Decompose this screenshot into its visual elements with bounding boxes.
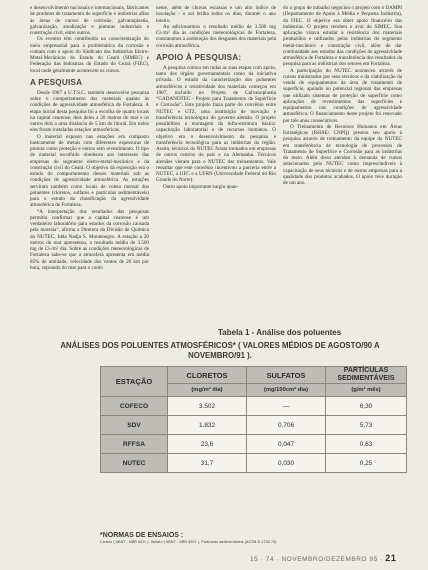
- column-1: [30, 5, 149, 271]
- paragraph: Outro apoio importante surgiu quan-: [163, 183, 239, 190]
- paragraph: e desenvolvimento nacionais e internacionais, fabricantes de produtos de tratamento de superfície e indústrias afins às áreas de cursos de corrosão, galvanoplastia, galvanização, anodização e pinturas industriais e construção civil, entre outros.: [30, 5, 149, 36]
- station-column-header: ESTAÇÃO: [101, 367, 168, 397]
- paragraph: “A interpretação dos resultados das pesquisas permitiu confirmar que a capital cearense é um verdadeiro laboratório para estudos da corrosão causada pela maresia”, afirma a Diretora da Divisão de Química do NUTEC, Idda Nadja S. Montenegro. A estação a 20 metros do mar apresentou, o resultado médio de 3.500 mg de Cl-/m² dia. Sobre as condições meteorológicas de Fortaleza sabe-se que a atmosfera apresenta em média 85% de umidade, velocidade dos ventos de 20 km por hora, soprando do mar para o conti-: [30, 208, 149, 271]
- test-standards-note: [100, 532, 276, 544]
- sulfates-value: 0,706: [247, 416, 326, 435]
- paragraph: do o grupo de trabalho negociou o projeto com o DAMPI (Departamento de Apoio à Média e Pequena Indústria), da FIEC. O objetivo era obter apoio financeiro das indústrias. O projeto recebeu o aval do SIMEC. Sua aplicação visava estudar a resistência dos materiais produzidos e utilizados pelas indústrias do segmento metal-mecânico e construção civil, além de dar continuidade aos estudos das condições de agressividade atmosférica de Fortaleza e transferência dos resultados da pesquisa para as indústrias dos setores em Fortaleza.: [283, 5, 402, 68]
- page-footer: [250, 553, 396, 563]
- sulfates-value: 0,047: [247, 435, 326, 454]
- chlorides-unit: (mg/m² dia): [168, 384, 247, 397]
- particles-column-header: PARTÍCULAS SEDIMENTÁVEIS: [326, 367, 407, 384]
- particles-value: 6,30: [326, 397, 407, 416]
- sulfates-value: —: [247, 397, 326, 416]
- particles-value: 5,73: [326, 416, 407, 435]
- section-heading-pesquisa: A PESQUISA: [30, 77, 83, 87]
- table-row: [101, 397, 407, 416]
- paragraph: O material exposto nas estações era composto basicamente de metais com diferentes espessuras de pintura como proteção e outros sem revestimento. O tipo de material escolhido obedeceu aos interesses das empresas do segmento eletro-metal-mecânico e da construção civil do Ceará. O objetivo da exposição era o estudo do comportamento desses materiais sob as condições de agressividade atmosférica. As estações serviram também como locais de coleta mensal dos poluentes (cloretos, sulfatos e partículas sedimentáveis) para o estudo da classificação da agressividade atmosférica de Fortaleza.: [30, 133, 149, 209]
- particles-value: 0,25: [326, 454, 407, 473]
- chlorides-value: 1.832: [168, 416, 247, 435]
- table-row: [101, 435, 407, 454]
- paragraph: A pesquisa contou em todas as suas etapas com apoio, tanto dos órgãos governamentais como da iniciativa privada. O estudo da caracterização dos poluentes atmosféricos e resistividade dos materiais começou em 1987, incluído no Projeto de Galvanoplastia “GADANOTEC - Projeto para Tratamento de Superfície e Corrosão”. Este projeto fazia parte do convênio entre NUTEC e GTZ, uma instituição de inovação e transferência tecnológica do governo alemão. O projeto possibilitou a montagem da infra-estrutura básica: capacitação laboratorial e de recursos humanos. O objetivo era o desenvolvimento da pesquisa e transferência tecnológica para as indústrias da região. Assim, técnicos do NUTEC foram treinados em empresas de outros centros do país e na Alemanha. Técnicos alemães vieram para o NUTEC dar treinamentos. Vale ressaltar que este convênio incentivou a parceria entre a NUTEC, a UFC e a UFRN (Universidade Federal do Rio Grande do Norte).: [156, 64, 276, 184]
- paragraph: Os eventos têm contribuído na conscientização do meio empresarial para a problemática da corrosão e contam com o apoio do Sindicato das Indústrias Eletro-Metal-Mecânicas do Estado do Ceará (SIMEC) e Federação das Indústrias do Estado do Ceará (FIEC), local onde geralmente acontecem os cursos.: [30, 36, 149, 74]
- notes-title: *NORMAS DE ENSAIOS :: [100, 532, 184, 539]
- particles-unit: (g/m² mês): [326, 384, 407, 397]
- paragraph: O Treinamento de Recursos Humanos em Áreas Estratégicas (RHAE/ CNPQ) prestou seu apoio à pesquisa através de treinamento da equipe do NUTEC em transferência de tecnologia de processos de Tratamento de Superfície e Corrosão para as indústrias do meio. Além disso atendeu à demanda de cursos selecionados pelo NUTEC como imprescindíveis à capacitação de seus técnicos e de outras empresas para a qualidade dos produtos acabados. O apoio teve duração de um ano.: [283, 123, 402, 186]
- chlorides-value: 23,6: [168, 435, 247, 454]
- paragraph: nente, além de chuvas escassas e um alto índice de insolação - o sol brilha todos os dias, durante o ano inteiro.: [156, 5, 276, 24]
- station-name: RFFSA: [101, 435, 168, 454]
- sulfates-value: 0,030: [247, 454, 326, 473]
- chlorides-column-header: CLORETOS: [168, 367, 247, 384]
- sulfates-unit: (mg/100cm² dia): [247, 384, 326, 397]
- column-2: [156, 5, 276, 190]
- section-heading-apoio: APOIO À PESQUISA:: [156, 52, 242, 62]
- station-name: SDV: [101, 416, 168, 435]
- paragraph: Ao adicionarmos o resultado médio de 3.500 mg Cl-/m² dia às condições meteorológicas de Fortaleza, constatamos a aceleração dos desgastes dos materiais pela corrosão atmosférica.: [156, 23, 276, 49]
- table-row: [101, 454, 407, 473]
- footer-issue: 15 · 74 · NOVEMBRO/DEZEMBRO 95 ·: [250, 556, 383, 563]
- page-number: 21: [385, 553, 397, 563]
- station-name: COFECO: [101, 397, 168, 416]
- paragraph: Desde 1987 a U.T.S.C. também desenvolve pesquisa sobre o comportamento dos materiais quanto às condições de agressividade atmosférica de Fortaleza. A etapa inicial desta pesquisa foi a escolha de quatro locais na capital cearense, dois deles a 20 metros do mar e os outros dois a uma distância de 5 km do litoral. Em todos eles foram instaladas estações atmosféricas.: [30, 89, 149, 134]
- paragraph: A participação do NUTEC aconteceu através de cursos ministrados por seus técnicos e da viabilização da venda de equipamentos da área de tratamento de superfície, apoiado no potencial regional das empresas que utilizam sistemas de proteção de superfície como aplicações de revestimentos das superfícies e equipamentos nas condições de agressividade atmosférica. O financiamento deste projeto foi renovado por três anos consecutivos.: [283, 67, 402, 124]
- pollutants-table: [100, 366, 407, 473]
- chlorides-value: 3.502: [168, 397, 247, 416]
- table-caption: Tabela 1 - Análise dos poluentes: [218, 328, 342, 337]
- station-name: NUTEC: [101, 454, 168, 473]
- notes-text: Cloreto ( ABNT - NBR 6211 ), Sulfato ( ABNT - NBR 6921 ), Partículas sedimentáveis (ASTM D 1739-70): [100, 540, 277, 544]
- sulfates-column-header: SULFATOS: [247, 367, 326, 384]
- table-row: [101, 416, 407, 435]
- column-3: [283, 5, 402, 186]
- particles-value: 0,63: [326, 435, 407, 454]
- table-heading: ANÁLISES DOS POLUENTES ATMOSFÉRICOS* ( VALORES MÉDIOS DE AGOSTO/90 A NOVEMBRO/91 ).: [60, 341, 380, 360]
- chlorides-value: 31,7: [168, 454, 247, 473]
